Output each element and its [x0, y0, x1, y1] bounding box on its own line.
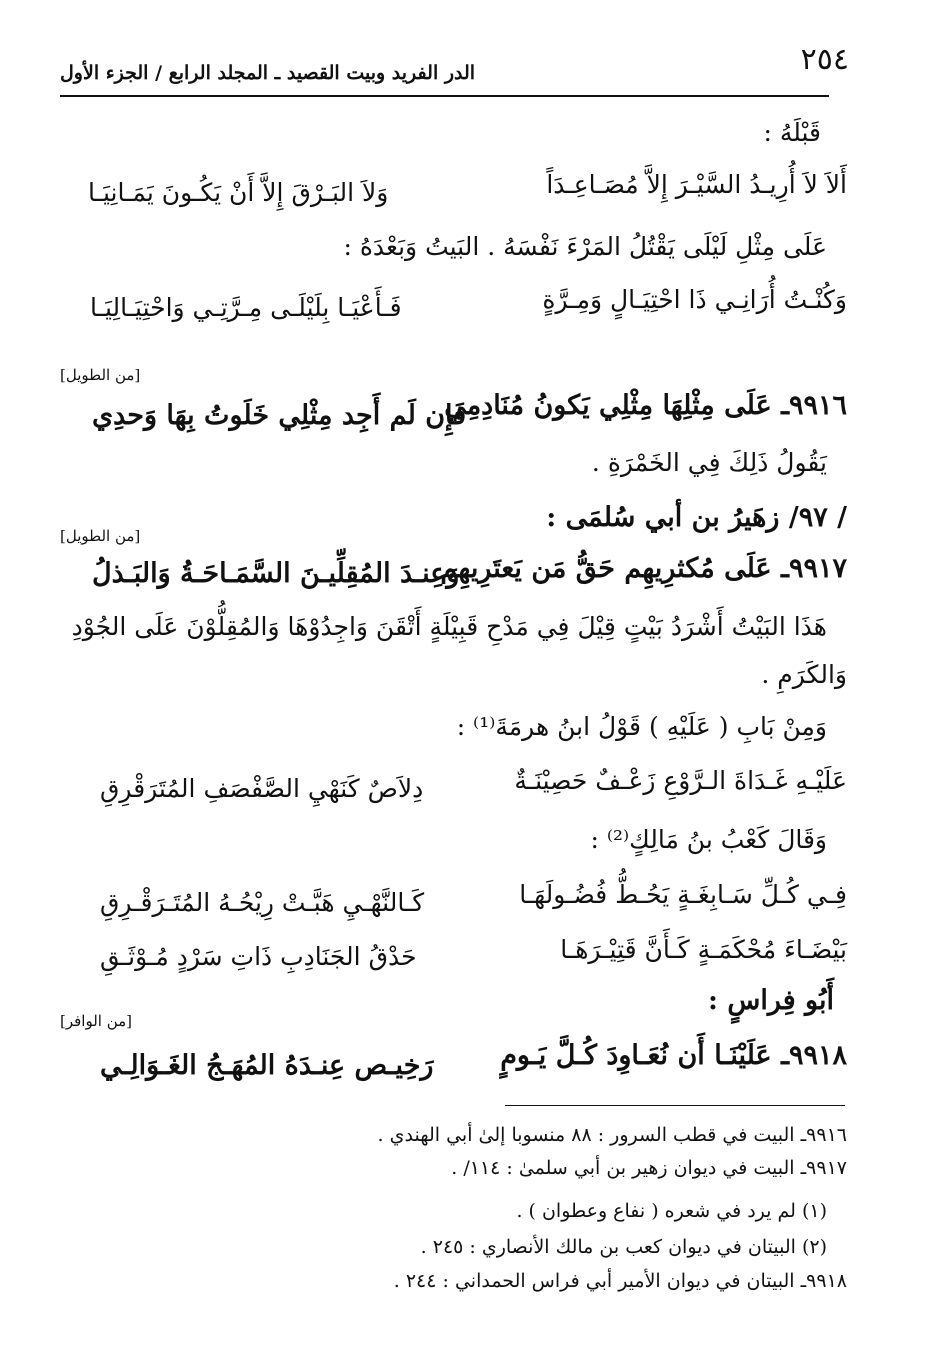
prose-line: هَذَا البَيْتُ أَشْرَدُ بَيْتٍ قِيْلَ فِي مَدْحِ قَبِيْلَةٍ أَتْقَنَ وَاجِدُوْهَا وَالمُقِلُّوْنَ عَلَى الجُوْدِ — [71, 612, 827, 641]
verse-hemistich-right: وَكُنْـتُ أُرَانِـي ذَا احْتِيَـالٍ وَمِـرَّةٍ — [542, 285, 847, 314]
verse-hemistich-right: ٩٩١٧ـ عَلَى مُكثرِيهِم حَقُّ مَن يَعتَرِيهِم — [440, 553, 847, 584]
footnote: ٩٩١٧ـ البيت في ديوان زهير بن أبي سلمىٰ : ١١٤/ . — [451, 1157, 847, 1179]
prose-line: عَلَى مِثْلِ لَيْلَى يَقْتُلُ المَرْءَ نَفْسَهُ . البَيتُ وَبَعْدَهُ : — [343, 232, 827, 261]
footnote: ٩٩١٨ـ البيتان في ديوان الأمير أبي فراس الحمداني : ٢٤٤ . — [393, 1270, 847, 1292]
poet-heading: أَبُو فِراسٍ : — [708, 985, 834, 1016]
verse-hemistich-left: وَعِنـدَ المُقِلِّيـنَ السَّمَـاحَـةُ وَالبَـذلُ — [92, 558, 460, 589]
intro-line: قَبْلَهُ : — [763, 118, 821, 147]
verse-hemistich-right: عَلَيْـهِ غَـدَاةَ الـرَّوْعِ زَعْـفٌ حَصِيْنَـةٌ — [514, 766, 847, 795]
footnote: (٢) البيتان في ديوان كعب بن مالك الأنصاري : ٢٤٥ . — [420, 1236, 827, 1258]
verse-hemistich-left: فَـأَعْيَـا بِلَيْلَـى مِـرَّتِـي وَاحْتِيَـالِيَـا — [90, 293, 402, 322]
verse-hemistich-right: أَلاَ لاَ أُرِيـدُ السَّيْـرَ إِلاَّ مُصَـاعِـدَاً — [546, 170, 847, 199]
verse-hemistich-right: ٩٩١٦ـ عَلَى مِثْلِهَا مِثْلِي يَكونُ مُنَادِمِي — [444, 390, 847, 421]
verse-hemistich-left: دِلاَصٌ كَنَهْيِ الصَّفْصَفِ المُتَرَقْرِقِ — [100, 774, 424, 803]
verse-hemistich-right: فِـي كُـلِّ سَـابِغَـةٍ يَحُـطُّ فُضُـولَهَـا — [519, 880, 847, 909]
verse-hemistich-right: ٩٩١٨ـ عَلَيْنَـا أَن نُعَـاوِدَ كُـلَّ يَـومٍ — [500, 1040, 847, 1071]
meter-label: [من الطويل] — [60, 366, 141, 384]
verse-hemistich-left: فَإِن لَم أَجِد مِثْلِي خَلَوتُ بِهَا وَحدِي — [92, 400, 467, 431]
verse-hemistich-left: حَدْقُ الجَنَادِبِ ذَاتِ سَرْدٍ مُـوْثَـقِ — [100, 942, 417, 971]
prose-line: وَمِنْ بَابِ ( عَلَيْهِ ) قَوْلُ ابنُ هرمَةَ⁽¹⁾ : — [456, 712, 827, 741]
prose-line: وَقَالَ كَعْبُ بنُ مَالِكٍ⁽²⁾ : — [590, 825, 827, 854]
footnote: ٩٩١٦ـ البيت في قطب السرور : ٨٨ منسوبا إلىٰ أبي الهندي . — [377, 1124, 847, 1146]
page-number: ٢٥٤ — [800, 42, 849, 77]
prose-line: يَقُولُ ذَلِكَ فِي الخَمْرَةِ . — [591, 448, 827, 477]
meter-label: [من الوافر] — [60, 1012, 133, 1030]
verse-hemistich-left: وَلاَ البَـرْقَ إِلاَّ أَنْ يَكُـونَ يَمَـانِيَـا — [88, 178, 389, 207]
running-header: الدر الفريد وبيت القصيد ـ المجلد الرابع / الجزء الأول — [60, 62, 476, 84]
footnote-rule — [505, 1105, 845, 1106]
prose-line: وَالكَرَمِ . — [761, 660, 847, 689]
poet-heading: / ٩٧/ زهَيرُ بن أبي سُلمَى : — [546, 502, 847, 533]
header-rule — [60, 95, 829, 97]
verse-hemistich-left: رَخِيـص عِنـدَهُ المُهَـجُ الغَـوَالِـي — [100, 1050, 434, 1081]
verse-hemistich-right: بَيْضَـاءَ مُحْكَمَـةٍ كَـأَنَّ قَتِيْـرَهَـا — [560, 935, 847, 964]
meter-label: [من الطويل] — [60, 527, 141, 545]
verse-hemistich-left: كَـالنَّهْـيِ هَبَّـتْ رِيْحُـهُ المُتَـرَقْـرِقِ — [100, 888, 425, 917]
footnote: (١) لم يرد في شعره ( نفاع وعطوان ) . — [516, 1200, 827, 1222]
